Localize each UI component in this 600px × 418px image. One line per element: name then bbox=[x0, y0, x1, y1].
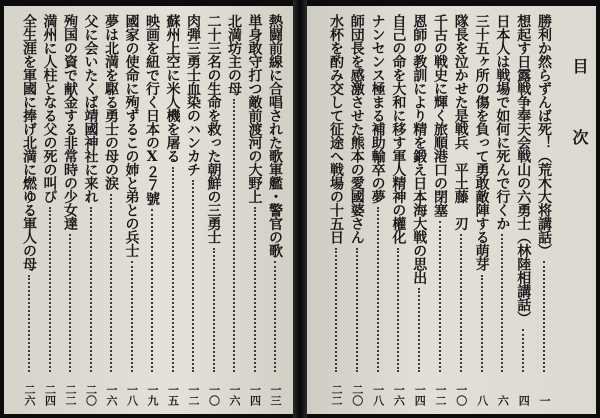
dot-leader bbox=[481, 275, 483, 372]
toc-entry-page-number: 二六 bbox=[23, 384, 36, 406]
toc-entry-title: 自己の命を大和に移す軍人精神の權化 bbox=[390, 14, 407, 244]
left-page bbox=[4, 6, 293, 414]
toc-entry-page-number: 二四 bbox=[43, 384, 57, 406]
toc-entry-page-number: 一八 bbox=[371, 384, 385, 406]
toc-entry-page-number: 一〇 bbox=[207, 384, 221, 406]
toc-entry-title: 北満坊主の母 bbox=[226, 14, 242, 95]
toc-entry-page-number: 一〇 bbox=[454, 384, 468, 406]
dot-leader bbox=[335, 248, 337, 372]
toc-entry bbox=[61, 14, 79, 410]
left-toc-list bbox=[4, 14, 293, 410]
dot-leader bbox=[274, 261, 276, 372]
toc-entry bbox=[164, 14, 182, 410]
toc-entry bbox=[246, 14, 264, 410]
toc-entry bbox=[123, 14, 141, 410]
dot-leader bbox=[233, 99, 235, 372]
dot-leader bbox=[439, 221, 441, 372]
toc-entry bbox=[205, 14, 223, 410]
toc-entry bbox=[327, 14, 345, 410]
toc-entry-title: 夢は北満を駆る勇士の母の涙 bbox=[103, 14, 119, 190]
dot-leader bbox=[69, 234, 71, 372]
toc-entry-title: 単身敢守打つ敵前渡河の大野上 bbox=[246, 14, 263, 203]
toc-entry-page-number: 一四 bbox=[248, 384, 262, 406]
toc-entry bbox=[41, 14, 59, 410]
toc-entry-title: 蘇州上空に米人機を屠る bbox=[164, 14, 181, 163]
toc-entry-title: 水杯を酌み交して征途へ戦場の十五日 bbox=[328, 14, 344, 244]
dot-leader bbox=[254, 207, 256, 372]
dot-leader bbox=[28, 275, 30, 372]
toc-entry-title: 想起す日露戦争奉天会戦山の六勇士（林陸相講話） bbox=[515, 14, 532, 325]
toc-entry-title: 満州に人柱となる父の死の叫び bbox=[41, 14, 58, 203]
toc-entry bbox=[431, 14, 449, 410]
dot-leader bbox=[49, 207, 51, 372]
dot-leader bbox=[110, 194, 112, 372]
toc-entry bbox=[452, 14, 470, 410]
toc-entry-page-number: 一 bbox=[538, 395, 551, 406]
toc-entry-page-number: 一六 bbox=[228, 384, 241, 406]
toc-entry bbox=[473, 14, 491, 410]
toc-entry-page-number: 一二 bbox=[434, 384, 447, 406]
dot-leader bbox=[543, 261, 545, 372]
dot-leader bbox=[501, 234, 503, 372]
toc-header: 目 次 bbox=[570, 58, 589, 163]
toc-entry-page-number: 一六 bbox=[105, 384, 118, 406]
toc-entry-title: 映画を紐で行く日本のX２７號 bbox=[144, 14, 160, 205]
toc-entry-title: 恩師の教訓により精を鍛え日本海大戦の思出 bbox=[411, 14, 428, 284]
toc-entry-title: 隊長を泣かせた是戦兵 平土藤 刃 bbox=[452, 14, 469, 230]
toc-entry bbox=[102, 14, 120, 410]
toc-entry-page-number: 八 bbox=[475, 395, 489, 406]
toc-entry bbox=[143, 14, 161, 410]
toc-entry bbox=[184, 14, 202, 410]
toc-entry bbox=[348, 14, 366, 410]
dot-leader bbox=[522, 329, 524, 372]
toc-entry-title: 勝利か然らずんば死！（荒木大将講話） bbox=[536, 14, 552, 257]
toc-entry-page-number: 一六 bbox=[392, 384, 406, 406]
toc-entry-page-number: 一五 bbox=[166, 384, 180, 406]
toc-entry bbox=[389, 14, 407, 410]
toc-entry-title: ナンセンス極まる補助輸卒の夢 bbox=[369, 14, 386, 203]
toc-entry-page-number: 一四 bbox=[413, 384, 427, 406]
toc-entry-page-number: 一二 bbox=[187, 384, 200, 406]
dot-leader bbox=[192, 180, 194, 372]
dot-leader bbox=[172, 167, 174, 372]
dot-leader bbox=[213, 248, 215, 372]
toc-entry-title: 熱闘前線に合唱された歌軍艦・警官の歌 bbox=[267, 14, 283, 257]
toc-entry-title: 肉弾三勇士血染のハンカチ bbox=[185, 14, 201, 176]
toc-entry-title: 日本人は戦場で如何に死んで行くか bbox=[494, 14, 511, 230]
dot-leader bbox=[397, 248, 399, 372]
dot-leader bbox=[151, 209, 153, 372]
toc-entry bbox=[266, 14, 284, 410]
toc-entry-page-number: 二〇 bbox=[84, 384, 98, 406]
toc-entry bbox=[410, 14, 428, 410]
toc-entry-page-number: 四 bbox=[517, 395, 531, 406]
toc-entry bbox=[20, 14, 38, 410]
toc-entry-title: 父に会いたくば靖國神社に来れ bbox=[82, 14, 99, 203]
toc-entry bbox=[514, 14, 532, 410]
toc-entry-page-number: 六 bbox=[496, 395, 510, 406]
toc-entry-page-number: 一九 bbox=[146, 384, 159, 406]
right-page bbox=[307, 6, 596, 414]
dot-leader bbox=[131, 261, 133, 372]
toc-entry-title: 二十三名の生命を救った朝鮮の三勇士 bbox=[205, 14, 222, 244]
toc-entry bbox=[535, 14, 553, 410]
dot-leader bbox=[377, 207, 379, 372]
toc-entry-title: 全生涯を軍國に捧げ北満に燃ゆる軍人の母 bbox=[21, 14, 37, 271]
toc-entry-page-number: 二〇 bbox=[350, 384, 364, 406]
toc-entry-page-number: 一八 bbox=[125, 384, 139, 406]
dot-leader bbox=[90, 207, 92, 372]
book-gutter bbox=[293, 0, 307, 418]
toc-entry-title: 國家の使命に殉ずるこの姉と弟との兵士 bbox=[123, 14, 140, 257]
toc-entry-page-number: 一三 bbox=[269, 384, 282, 406]
toc-entry-page-number: 二二 bbox=[64, 384, 77, 406]
toc-entry-title: 師団長を感激させた熊本の愛國婆さん bbox=[348, 14, 365, 244]
toc-entry bbox=[82, 14, 100, 410]
dot-leader bbox=[460, 234, 462, 372]
toc-entry bbox=[225, 14, 243, 410]
dot-leader bbox=[418, 288, 420, 372]
right-toc-list bbox=[307, 14, 596, 410]
toc-entry-page-number: 二二 bbox=[330, 384, 343, 406]
toc-entry-title: 千古の戦史に輝く旅順港口の閉塞 bbox=[432, 14, 448, 217]
toc-entry-title: 殉国の資で献金する非常時の少女達 bbox=[62, 14, 78, 230]
toc-entry bbox=[369, 14, 387, 410]
toc-entry bbox=[493, 14, 511, 410]
toc-entry-title: 三十五ヶ所の傷を負って勇敢敵陣する萌芽 bbox=[473, 14, 490, 271]
dot-leader bbox=[356, 248, 358, 372]
